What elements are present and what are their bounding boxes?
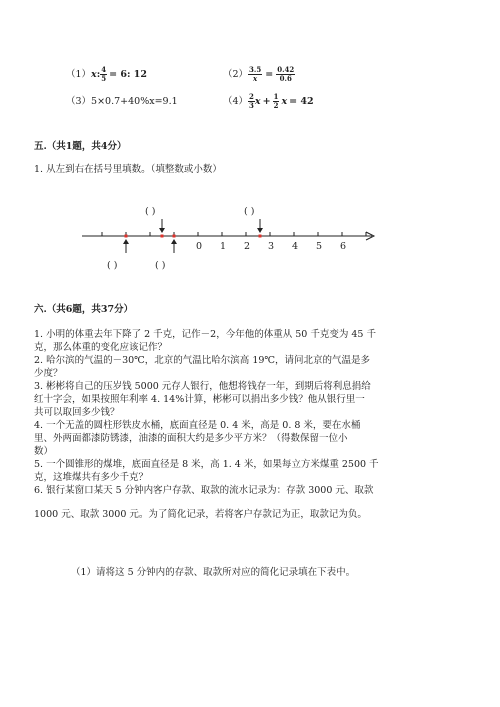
variable-x: x [254,96,261,107]
problem-line: 少度？ [34,368,63,379]
problem-line: 数） [34,446,54,457]
numerator: 2 [249,92,254,101]
problem-line: 5. 一个圆锥形的煤堆，底面直径是 8 米，高 1. 4 米，如果每立方米煤重 2500 千 [34,459,379,470]
sub-question-1: （1）请将这 5 分钟内的存款、取款所对应的简化记录填在下表中。 [71,567,356,578]
variable-x: x [281,96,288,107]
tick-label: 4 [292,241,299,252]
equation-label: （2） [223,69,249,80]
tick-label: 1 [220,241,227,252]
equation-3: （3）5×0.7+40%x=9.1 [66,96,178,107]
section-5-question-1: 1. 从左到右在括号里填数。（填整数或小数） [34,164,222,175]
problem-line: 红十字会，如果按照年利率 4. 14%计算，彬彬可以捐出多少钱？他从银行里一 [34,394,365,405]
tick-label: 2 [244,241,251,252]
tick-label: 6 [340,241,347,252]
answer-blank[interactable]: ( ) [145,206,156,217]
section-6-heading: 六.（共6题，共37分） [34,304,134,315]
point-marker [125,235,128,238]
equation-label: （1） [66,69,92,80]
tick-label: 5 [316,241,323,252]
point-marker [259,235,262,238]
equals-sign: = [265,69,274,80]
answer-blank[interactable]: ( ) [244,206,255,217]
point-marker [161,235,164,238]
tick-label: 3 [268,241,275,252]
problem-line: 4. 一个无盖的圆柱形铁皮水桶，底面直径是 0. 4 米，高是 0. 8 米，要在水桶 [34,420,361,431]
plus-sign: + [262,96,271,107]
problem-line: 3. 彬彬将自己的压岁钱 5000 元存人银行，他想将钱存一年，到期后将利息捐给 [34,381,371,392]
problem-line: 克，这堆煤共有多少千克？ [34,472,149,483]
variable-x: x [91,69,97,80]
arrow-up-2 [171,239,177,253]
denominator: 2 [273,101,279,110]
problem-line: 1. 小明的体重去年下降了 2 千克，记作－2，今年他的体重从 50 千克变为 45 千 [34,329,376,340]
problem-line: 克，那么体重的变化应该记作？ [34,342,168,353]
problem-line: 6. 银行某窗口某天 5 分钟内客户存款、取款的流水记录为：存款 3000 元、取款 [34,485,374,496]
numerator: 1 [273,92,279,101]
problem-line: 共可以取回多少钱？ [34,407,120,418]
denominator: 5 [101,74,107,83]
tick-label: 0 [196,241,203,252]
problem-line: 2. 哈尔滨的气温的－30℃，北京的气温比哈尔滨高 19℃，请问北京的气温是多 [34,355,371,366]
point-marker [173,235,176,238]
equation-rhs: = 6: 12 [109,69,148,80]
section-5-heading: 五.（共1题，共4分） [34,141,127,152]
problem-line: 里、外两面都漆防锈漆，油漆的面积大约是多少平方米？（得数保留一位小 [34,433,348,444]
numerator: 3.5 [249,65,262,74]
denominator: x [253,74,258,83]
arrow-down-2 [257,219,263,233]
equation-label: （4） [223,96,249,107]
denominator: 0.6 [279,74,292,83]
arrow-down-1 [159,219,165,233]
denominator: 3 [249,101,254,110]
problem-line: 1000 元、取款 3000 元。为了简化记录，若将客户存款记为正，取款记为负。 [34,509,367,520]
equation-rhs: = 42 [289,96,314,107]
numerator: 0.42 [277,65,295,74]
answer-blank[interactable]: ( ) [155,260,166,271]
colon: : [96,69,101,80]
answer-blank[interactable]: ( ) [107,260,118,271]
numerator: 4 [101,65,107,74]
arrow-up-1 [123,239,129,253]
